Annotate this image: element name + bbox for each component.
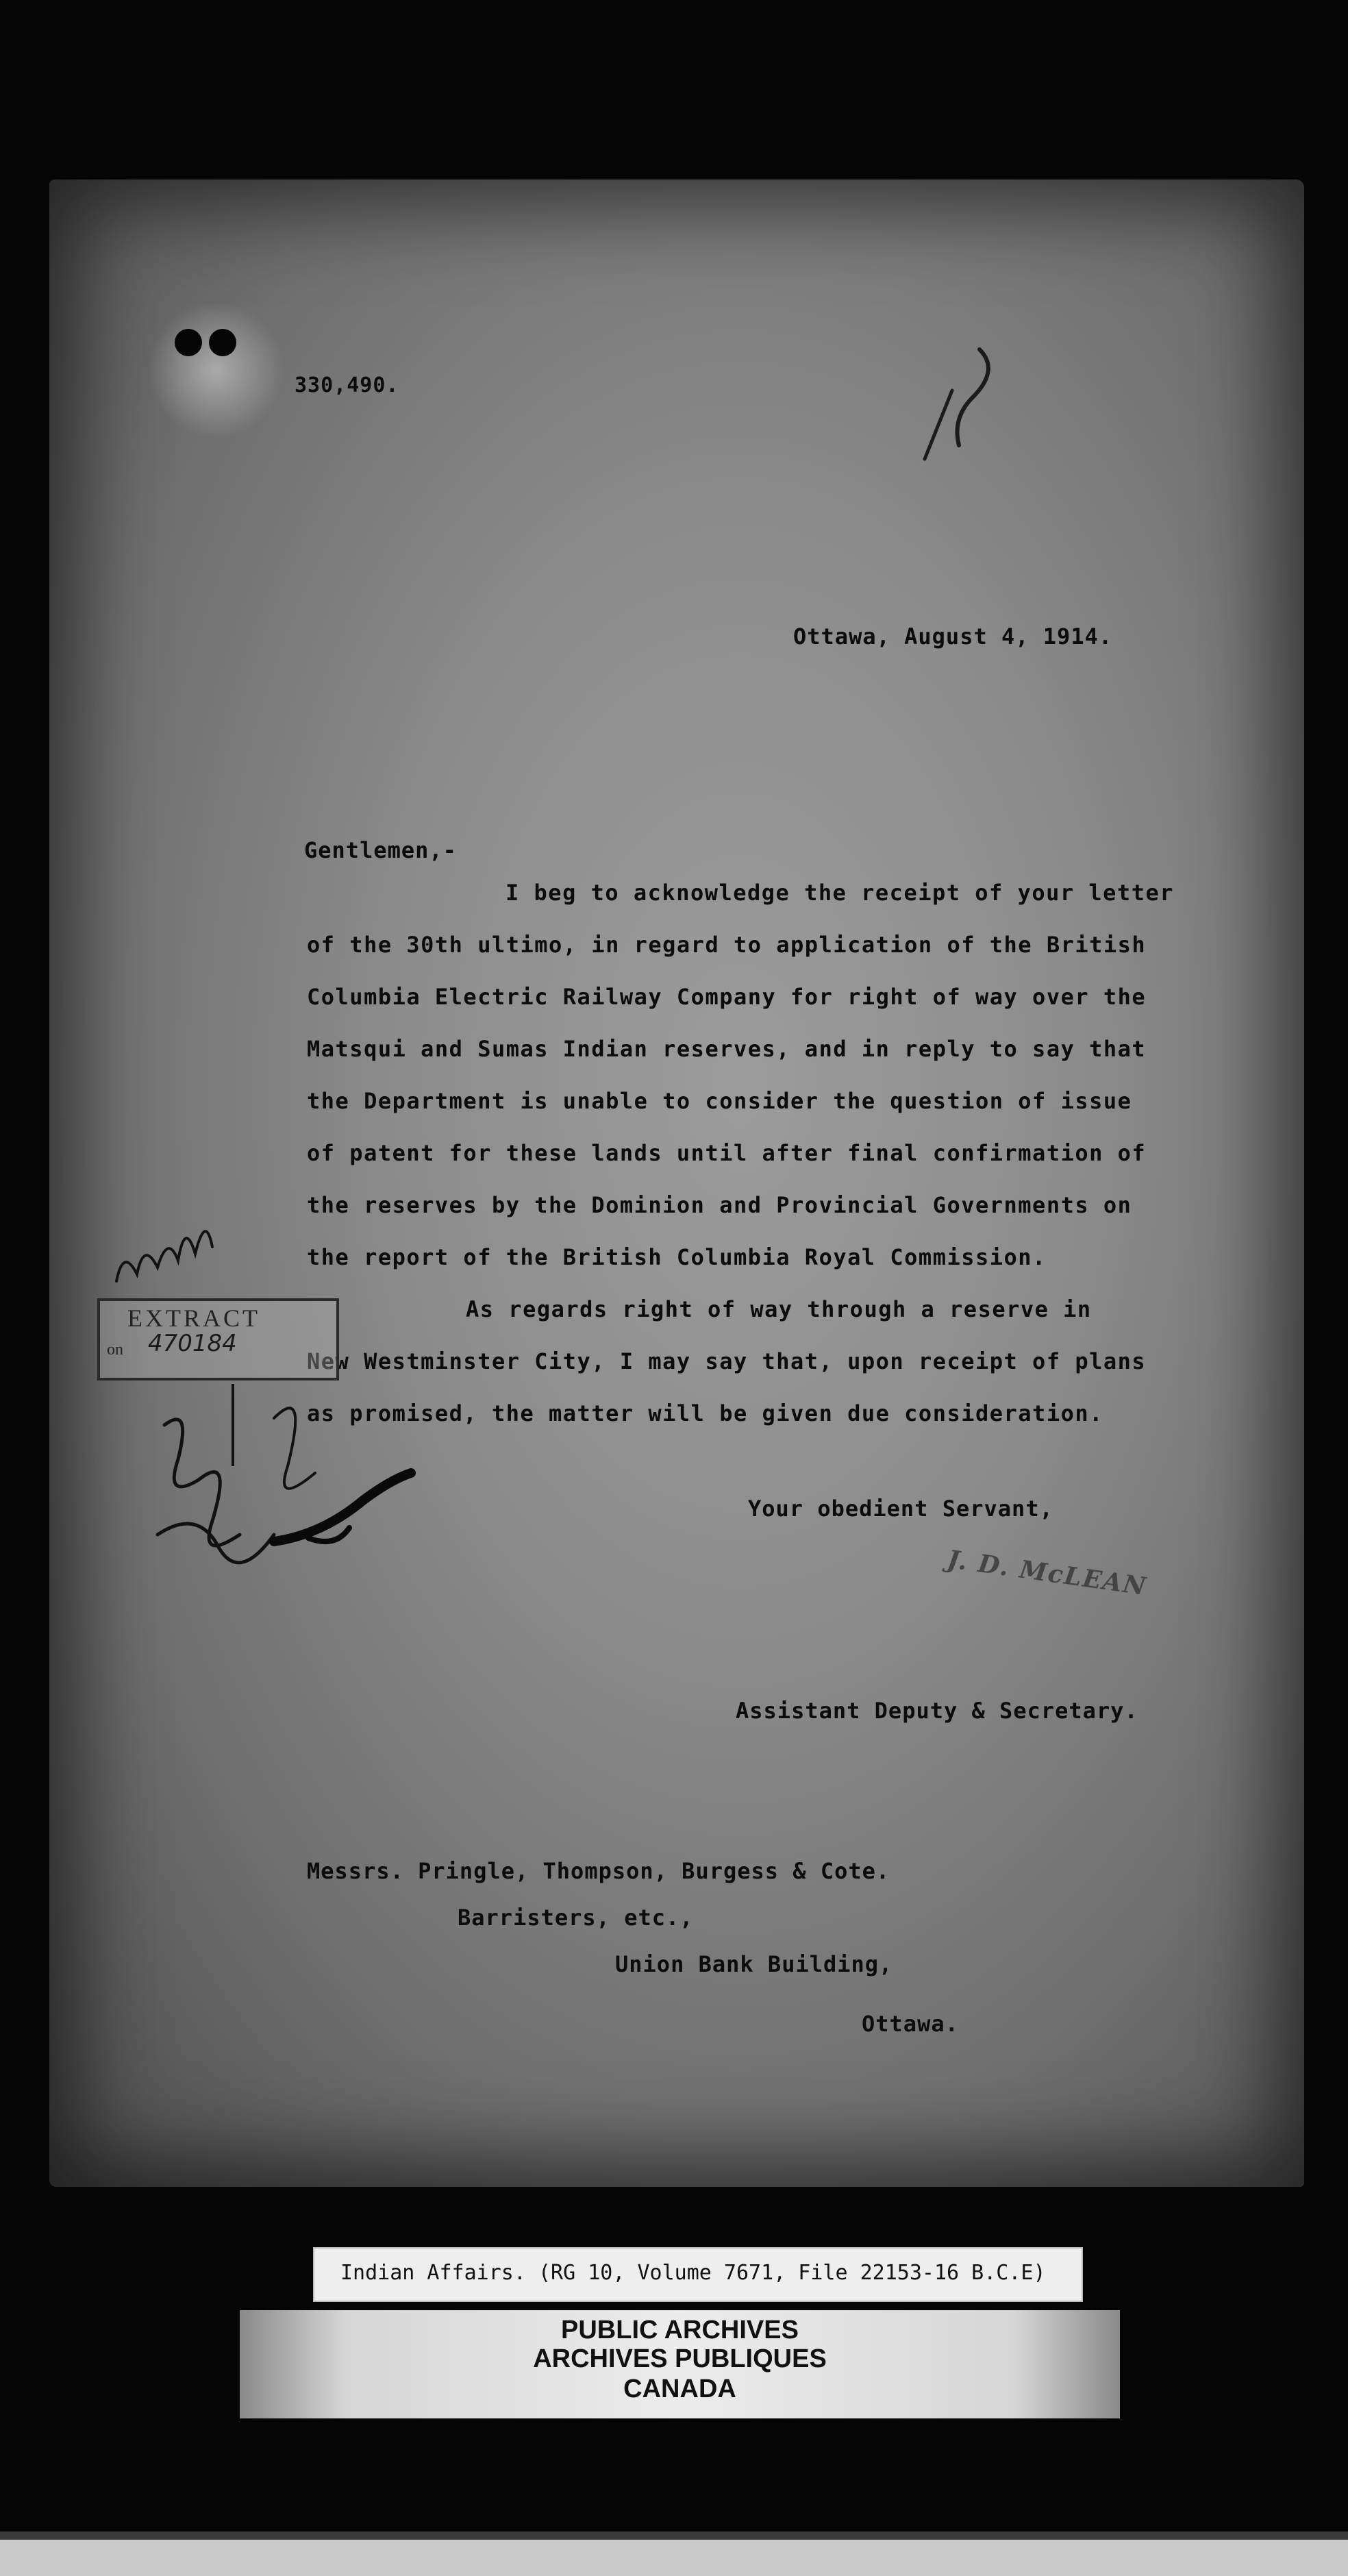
body-line: As regards right of way through a reserve in (466, 1296, 1092, 1322)
body-line: Columbia Electric Railway Company for right of way over the (307, 984, 1147, 1010)
body-line: the Department is unable to consider the question of issue (307, 1088, 1132, 1114)
archive-reference: Indian Affairs. (RG 10, Volume 7671, File 22153-16 B.C.E) (340, 2261, 1046, 2285)
frame-bottom-rule (0, 2531, 1348, 2540)
body-line: Matsqui and Sumas Indian reserves, and in reply to say that (307, 1036, 1147, 1062)
signer-title: Assistant Deputy & Secretary. (736, 1698, 1138, 1724)
body-line: as promised, the matter will be given due consideration. (307, 1400, 1103, 1426)
body-line: of patent for these lands until after final confirmation of (307, 1140, 1147, 1166)
body-line: I beg to acknowledge the receipt of your letter (506, 880, 1174, 906)
archives-label-line: CANADA (623, 2375, 736, 2403)
handwritten-annotation (103, 1178, 418, 1603)
body-line: the reserves by the Dominion and Provincial Governments on (307, 1192, 1132, 1218)
extract-number: 470184 (148, 1330, 237, 1357)
archives-label-line: PUBLIC ARCHIVES (561, 2316, 799, 2344)
archive-reference-strip (313, 2247, 1083, 2302)
pencil-mark (911, 343, 1007, 480)
address-line: Union Bank Building, (615, 1951, 893, 1977)
archives-label (240, 2310, 1120, 2418)
signature-stamp: J. D. McLEAN (945, 1544, 1149, 1602)
address-line: Ottawa. (862, 2011, 959, 2037)
body-line: New Westminster City, I may say that, upon receipt of plans (307, 1348, 1147, 1374)
archives-label-line: ARCHIVES PUBLIQUES (533, 2344, 827, 2373)
frame-bottom-base (0, 2540, 1348, 2576)
extract-label: EXTRACT (127, 1304, 260, 1332)
address-line: Messrs. Pringle, Thompson, Burgess & Cote. (307, 1858, 890, 1884)
body-line: the report of the British Columbia Royal Commission. (307, 1244, 1047, 1270)
extract-on-label: on (107, 1341, 123, 1359)
address-line: Barristers, etc., (458, 1905, 694, 1931)
dateline: Ottawa, August 4, 1914. (793, 623, 1113, 649)
body-line: of the 30th ultimo, in regard to application of the British (307, 932, 1147, 958)
salutation: Gentlemen,- (304, 837, 457, 863)
closing: Your obedient Servant, (748, 1496, 1053, 1522)
file-number: 330,490. (295, 373, 399, 397)
